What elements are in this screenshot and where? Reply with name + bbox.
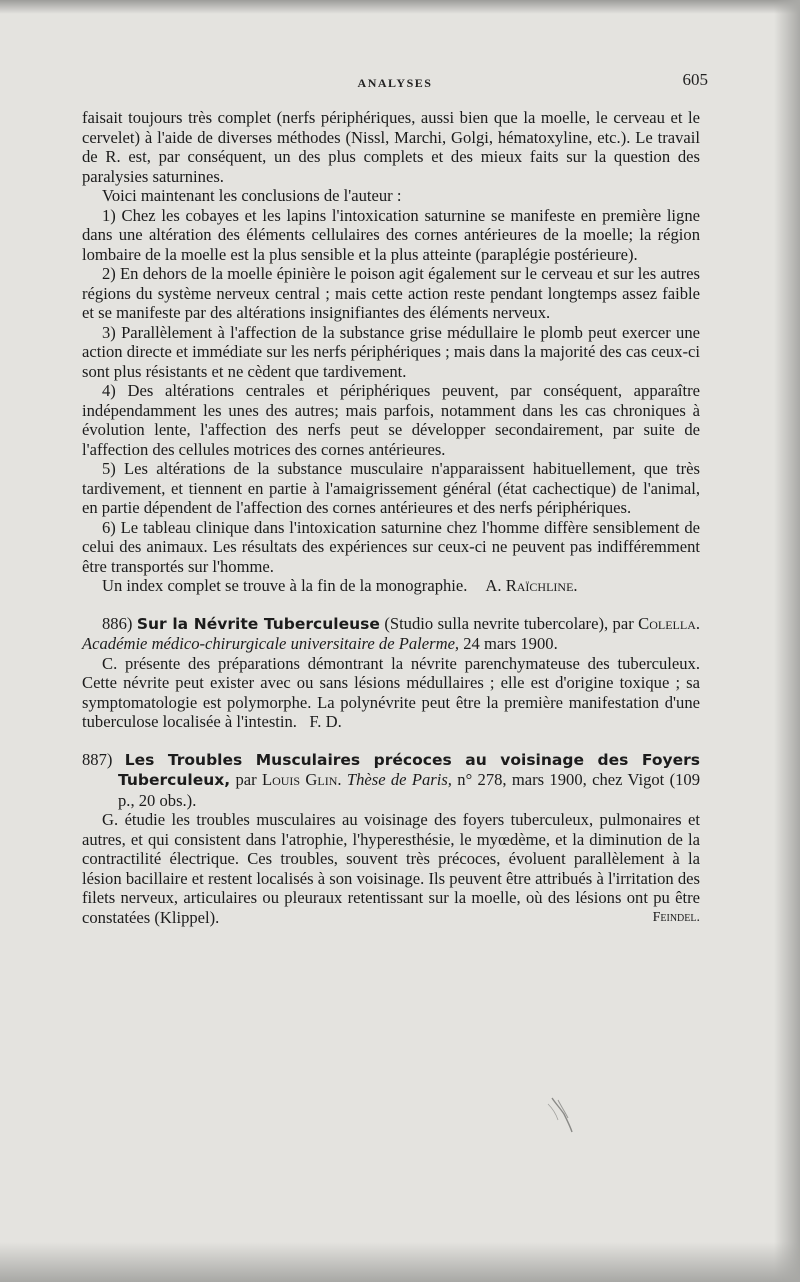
entry-886-title-note: (Studio sulla nevrite tubercolare), par bbox=[384, 613, 634, 633]
conclusion-6: 6) Le tableau clinique dans l'intoxication saturnine chez l'homme diffère sensiblement de celui des animaux. Les résultats des expériences sur ceux-ci ne peuvent pas indifféremment être transportés sur l'homme. bbox=[82, 517, 700, 576]
entry-886-date: 24 mars 1900. bbox=[463, 634, 558, 653]
conclusion-5: 5) Les altérations de la substance musculaire n'apparaissent habituellement, que très tardivement, et tiennent en partie à l'amaigrissement général (état cachectique) de l'animal, en partie dépendent de l'affection des cornes antérieures et des nerfs périphériques. bbox=[82, 459, 700, 517]
running-head: ANALYSES bbox=[357, 76, 433, 90]
page-top-shadow bbox=[0, 0, 800, 14]
entry-887-details: n° 278, mars 1900, chez Vigot (109 p., 20 obs.). bbox=[118, 770, 700, 810]
entry-886 bbox=[82, 614, 700, 732]
entry-886-heading bbox=[82, 614, 700, 654]
conclusion-3: 3) Parallèlement à l'affection de la substance grise médullaire le plomb peut exercer une action directe et immédiate sur les nerfs périphériques ; mais dans la majorité des cas ceux-ci sont plus résistants et ne cèdent que tardivement. bbox=[82, 322, 700, 381]
paragraph-conclusions-intro: Voici maintenant les conclusions de l'auteur : bbox=[102, 186, 402, 205]
entry-886-body-text: C. présente des préparations démontrant la névrite parenchymateuse des tuberculeux. Cette névrite peut exister avec ou sans lésions médullaires ; elle est d'origine toxique ; sa symptomatologie est polymorphe. La polynévrite peut être la première manifestation d'une tuberculose localisée à l'intestin. bbox=[82, 653, 700, 731]
page-bottom-shadow bbox=[0, 1242, 800, 1282]
page-right-shadow bbox=[774, 0, 800, 1282]
entry-887-source: Thèse de Paris, bbox=[346, 770, 452, 789]
entry-887-heading bbox=[82, 750, 700, 811]
entry-887-body-text: G. étudie les troubles musculaires au voisinage des foyers tuberculeux, pulmonaires et autres, et qui consistent dans l'atrophie, l'hyperesthésie, le myœdème, et la diminution de la contractilité électrique. Ces troubles, souvent très précoces, évoluent parallèlement à la lésion bacillaire et restent localisés à son voisinage. Ils peuvent être attribués à l'irritation des filets nerveux, articulaires ou pleuraux retentissant sur la moelle, où des lésions ont pu être constatées (Klippel). bbox=[82, 810, 700, 927]
entry-886-number: 886) bbox=[102, 613, 133, 633]
entry-887-title: Les Troubles Musculaires précoces au voisinage des Foyers Tuberculeux, bbox=[118, 750, 700, 789]
entry-886-title: Sur la Névrite Tuberculeuse bbox=[136, 614, 380, 633]
page-number: 605 bbox=[682, 70, 708, 89]
closing-line bbox=[82, 576, 700, 596]
entry-886-source: Académie médico-chirurgicale universitaire de Palerme, bbox=[82, 634, 460, 653]
signature-raichline: A. Raïchline. bbox=[485, 576, 578, 595]
entry-887 bbox=[82, 750, 700, 928]
ink-smudge bbox=[534, 1094, 584, 1136]
page-text bbox=[82, 108, 700, 927]
paragraph-continuation: faisait toujours très complet (nerfs périphériques, aussi bien que la moelle, le cerveau et le cervelet) à l'aide de diverses méthodes (Nissl, Marchi, Golgi, hématoxyline, etc.). Le travail de R. est, par conséquent, un des plus complets et des mieux faits sur la question des paralysies saturnines. bbox=[82, 108, 700, 186]
entry-887-body bbox=[82, 810, 700, 927]
entry-887-author: Louis Glin. bbox=[261, 770, 342, 789]
entry-886-body bbox=[82, 654, 700, 732]
conclusion-1: 1) Chez les cobayes et les lapins l'intoxication saturnine se manifeste en première ligne dans une altération des éléments cellulaires des cornes antérieures de la moelle; la région lombaire de la moelle est la plus sensible et la plus atteinte (paraplégie postérieure). bbox=[82, 205, 700, 264]
conclusion-4: 4) Des altérations centrales et périphériques peuvent, par conséquent, apparaître indépendamment les unes des autres; mais parfois, notamment dans les cas chroniques à évolution lente, l'affection des nerfs peut se développer secondairement, par suite de l'affection des cellules motrices des cornes antérieures. bbox=[82, 381, 700, 459]
entry-887-number: 887) bbox=[82, 749, 113, 769]
entry-887-signature: Feindel. bbox=[652, 909, 700, 925]
entry-886-signature: F. D. bbox=[309, 712, 342, 731]
closing-text: Un index complet se trouve à la fin de la monographie. bbox=[102, 576, 468, 595]
entry-886-author: Colella. bbox=[638, 613, 701, 633]
conclusion-2: 2) En dehors de la moelle épinière le poison agit également sur le cerveau et sur les autres régions du système nerveux central ; mais cette action reste pendant longtemps assez faible et se manifeste par des altérations insignifiantes des éléments nerveux. bbox=[82, 264, 700, 322]
entry-887-by: par bbox=[235, 770, 257, 789]
page-header bbox=[82, 70, 708, 94]
